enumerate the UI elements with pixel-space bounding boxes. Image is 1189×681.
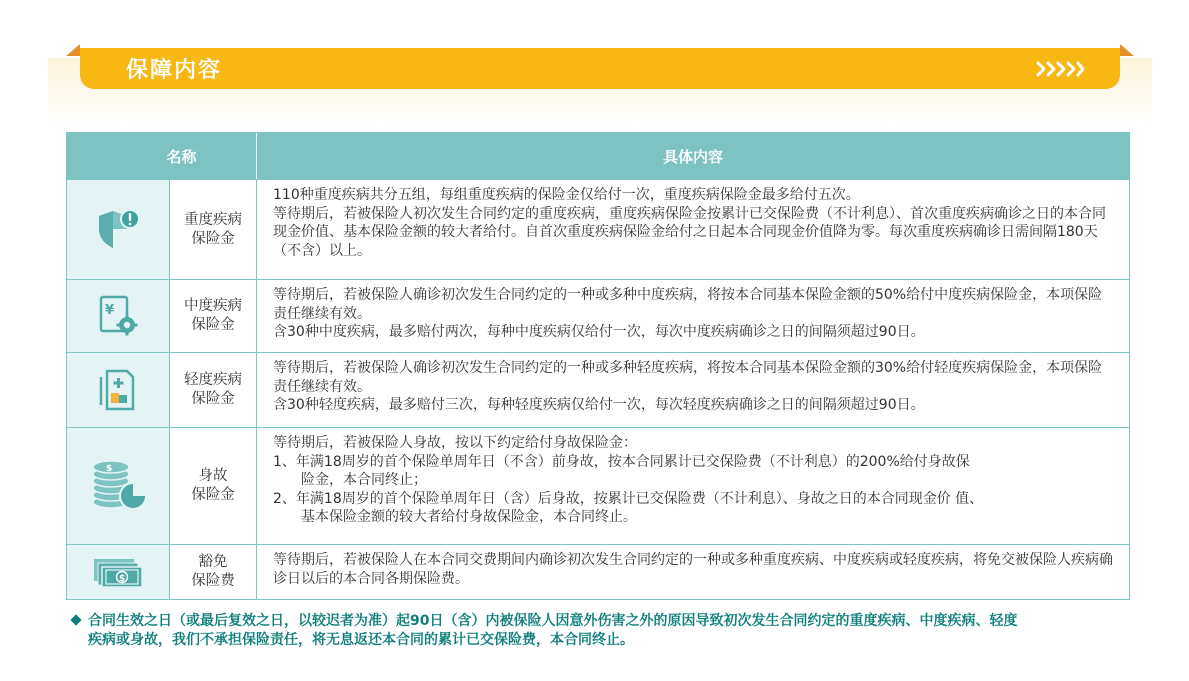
banner-fold-right	[1120, 44, 1134, 56]
row-name-line2: 保险金	[191, 487, 235, 503]
row-content-cell	[257, 353, 1129, 427]
row-icon-cell	[67, 180, 170, 279]
row-name-line2: 保险金	[191, 317, 235, 333]
row-name-line1: 身故	[198, 468, 228, 484]
banner-fold-left	[66, 44, 80, 56]
section-title: 保障内容	[126, 58, 223, 83]
header-content: 具体内容	[662, 147, 723, 166]
shield-alert-icon	[93, 205, 143, 255]
row-content-cell	[257, 428, 1129, 544]
row-name-line2: 保险费	[191, 573, 235, 589]
row-content-line: 等待期后，若被保险人确诊初次发生合同约定的一种或多种轻度疾病，将按本合同基本保险金额的30%给付轻度疾病保险金，本项保险责任继续有效。	[273, 360, 1103, 395]
medical-document-icon	[95, 365, 141, 415]
coins-pie-icon	[87, 456, 149, 516]
row-content-cell	[257, 280, 1129, 352]
header-name: 名称	[67, 133, 257, 179]
row-icon-cell	[67, 280, 170, 352]
row-name-cell	[170, 180, 257, 279]
table-header	[67, 133, 1129, 179]
chevrons-right-icon	[1036, 61, 1084, 77]
table-row	[67, 352, 1129, 427]
row-content-line: 基本保险金额的较大者给付身故保险金，本合同终止。	[301, 509, 637, 525]
coverage-table	[66, 132, 1130, 600]
footnote-line2: 疾病或身故，我们不承担保险责任，将无息返还本合同的累计已交保险费，本合同终止。	[88, 632, 634, 648]
row-icon-cell	[67, 353, 170, 427]
row-content-line: 等待期后，若被保险人初次发生合同约定的重度疾病，重度疾病保险金按累计已交保险费（不计利息）、首次重度疾病确诊之日的本合同现金价值、基本保险金额的较大者给付。自首次重度疾病保险金给付之日起本合同现金价值降为零。每次重度疾病确诊日需间隔180天（不含）以上。	[273, 205, 1106, 259]
banknote-icon	[92, 555, 144, 589]
footnote-line1: 合同生效之日（或最后复效之日，以较迟者为准）起90日（含）内被保险人因意外伤害之外的原因导致初次发生合同约定的重度疾病、中度疾病、轻度	[88, 613, 1018, 629]
row-content-line: 含30种轻度疾病，最多赔付三次，每种轻度疾病仅给付一次，每次轻度疾病确诊之日的间隔须超过90日。	[273, 397, 925, 413]
table-row	[67, 544, 1129, 599]
row-name-cell	[170, 428, 257, 544]
row-content-line: 等待期后，若被保险人确诊初次发生合同约定的一种或多种中度疾病，将按本合同基本保险金额的50%给付中度疾病保险金，本项保险责任继续有效。	[273, 287, 1103, 322]
row-icon-cell	[67, 428, 170, 544]
section-header-banner	[80, 48, 1120, 89]
row-name-line1: 轻度疾病	[184, 372, 242, 388]
row-name-cell	[170, 545, 257, 599]
row-content-line: 2、年满18周岁的首个保险单周年日（含）后身故，按累计已交保险费（不计利息）、身故之日的本合同现金价 值、	[273, 490, 984, 507]
diamond-bullet-icon	[70, 614, 81, 625]
disclaimer-footnote	[70, 612, 1140, 650]
row-name-line1: 重度疾病	[184, 211, 242, 228]
svg-text:¥: ¥	[105, 303, 115, 318]
table-row	[67, 427, 1129, 544]
row-name-line1: 豁免	[198, 554, 228, 570]
row-content-cell	[257, 545, 1129, 599]
row-name-line2: 保险金	[191, 230, 235, 247]
table-row	[67, 179, 1129, 279]
row-content-line: 险金，本合同终止；	[301, 472, 427, 488]
svg-text:$: $	[106, 464, 113, 474]
yuan-gear-icon	[95, 293, 141, 339]
row-content-line: 110种重度疾病共分五组，每组重度疾病的保险金仅给付一次，重度疾病保险金最多给付五次。	[273, 187, 860, 203]
row-content-line: 等待期后，若被保险人身故，按以下约定给付身故保险金：	[273, 435, 637, 451]
row-content-line: 等待期后，若被保险人在本合同交费期间内确诊初次发生合同约定的一种或多种重度疾病、中度疾病或轻度疾病，将免交被保险人疾病确诊日以后的本合同各期保险费。	[273, 552, 1113, 587]
row-name-cell	[170, 280, 257, 352]
row-name-cell	[170, 353, 257, 427]
row-icon-cell	[67, 545, 170, 599]
row-content-line: 1、年满18周岁的首个保险单周年日（不含）前身故，按本合同累计已交保险费（不计利息）的200%给付身故保	[273, 453, 970, 470]
row-content-cell	[257, 180, 1129, 279]
row-name-line2: 保险金	[191, 391, 235, 407]
table-row	[67, 279, 1129, 352]
svg-text:$: $	[119, 574, 126, 584]
row-content-line: 含30种中度疾病，最多赔付两次，每种中度疾病仅给付一次，每次中度疾病确诊之日的间隔须超过90日。	[273, 324, 925, 340]
row-name-line1: 中度疾病	[184, 298, 242, 314]
